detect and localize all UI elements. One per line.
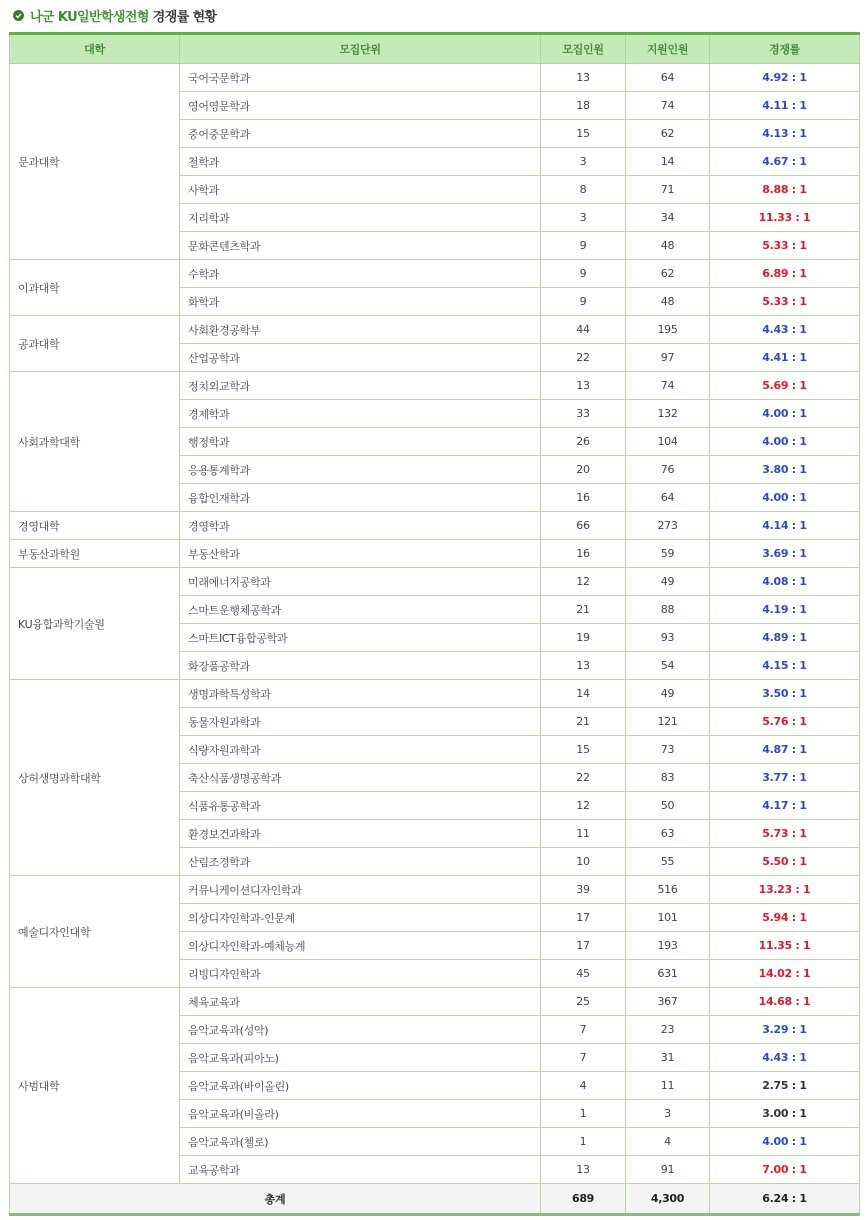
quota-cell: 1 — [541, 1100, 626, 1128]
quota-cell: 22 — [541, 344, 626, 372]
unit-cell: 음악교육과(첼로) — [180, 1128, 541, 1156]
unit-cell: 스마트운행체공학과 — [180, 596, 541, 624]
applicants-cell: 48 — [626, 232, 710, 260]
applicants-cell: 54 — [626, 652, 710, 680]
table-row — [10, 512, 860, 540]
total-rate: 6.24 : 1 — [710, 1184, 860, 1215]
unit-cell: 사회환경공학부 — [180, 316, 541, 344]
applicants-cell: 3 — [626, 1100, 710, 1128]
table-row — [10, 988, 860, 1016]
quota-cell: 12 — [541, 568, 626, 596]
unit-cell: 미래에너지공학과 — [180, 568, 541, 596]
rate-cell: 5.33 : 1 — [710, 232, 860, 260]
rate-cell: 4.43 : 1 — [710, 316, 860, 344]
quota-cell: 15 — [541, 736, 626, 764]
applicants-cell: 71 — [626, 176, 710, 204]
quota-cell: 7 — [541, 1044, 626, 1072]
rate-cell: 5.69 : 1 — [710, 372, 860, 400]
quota-cell: 13 — [541, 64, 626, 92]
rate-cell: 5.94 : 1 — [710, 904, 860, 932]
rate-cell: 3.29 : 1 — [710, 1016, 860, 1044]
quota-cell: 7 — [541, 1016, 626, 1044]
rate-cell: 5.73 : 1 — [710, 820, 860, 848]
rate-cell: 5.33 : 1 — [710, 288, 860, 316]
quota-cell: 33 — [541, 400, 626, 428]
quota-cell: 15 — [541, 120, 626, 148]
applicants-cell: 516 — [626, 876, 710, 904]
unit-cell: 화학과 — [180, 288, 541, 316]
applicants-cell: 91 — [626, 1156, 710, 1184]
rate-cell: 4.19 : 1 — [710, 596, 860, 624]
header-rate: 경쟁률 — [710, 34, 860, 64]
quota-cell: 13 — [541, 372, 626, 400]
unit-cell: 문화콘텐츠학과 — [180, 232, 541, 260]
unit-cell: 응용통계학과 — [180, 456, 541, 484]
college-cell: 문과대학 — [10, 64, 180, 260]
rate-cell: 14.02 : 1 — [710, 960, 860, 988]
unit-cell: 체육교육과 — [180, 988, 541, 1016]
applicants-cell: 83 — [626, 764, 710, 792]
quota-cell: 17 — [541, 904, 626, 932]
applicants-cell: 74 — [626, 372, 710, 400]
unit-cell: 리빙디자인학과 — [180, 960, 541, 988]
rate-cell: 8.88 : 1 — [710, 176, 860, 204]
quota-cell: 17 — [541, 932, 626, 960]
unit-cell: 환경보건과학과 — [180, 820, 541, 848]
total-row — [10, 1184, 860, 1215]
unit-cell: 의상디자인학과-인문계 — [180, 904, 541, 932]
applicants-cell: 74 — [626, 92, 710, 120]
unit-cell: 수학과 — [180, 260, 541, 288]
quota-cell: 19 — [541, 624, 626, 652]
applicants-cell: 49 — [626, 680, 710, 708]
quota-cell: 25 — [541, 988, 626, 1016]
unit-cell: 음악교육과(피아노) — [180, 1044, 541, 1072]
quota-cell: 9 — [541, 232, 626, 260]
college-cell: 공과대학 — [10, 316, 180, 372]
unit-cell: 음악교육과(바이올린) — [180, 1072, 541, 1100]
rate-cell: 3.50 : 1 — [710, 680, 860, 708]
rate-cell: 3.80 : 1 — [710, 456, 860, 484]
rate-cell: 4.00 : 1 — [710, 428, 860, 456]
total-quota: 689 — [541, 1184, 626, 1215]
quota-cell: 12 — [541, 792, 626, 820]
quota-cell: 3 — [541, 148, 626, 176]
unit-cell: 산림조경학과 — [180, 848, 541, 876]
unit-cell: 정치외교학과 — [180, 372, 541, 400]
quota-cell: 20 — [541, 456, 626, 484]
unit-cell: 화장품공학과 — [180, 652, 541, 680]
applicants-cell: 50 — [626, 792, 710, 820]
rate-cell: 13.23 : 1 — [710, 876, 860, 904]
applicants-cell: 64 — [626, 484, 710, 512]
applicants-cell: 4 — [626, 1128, 710, 1156]
applicants-cell: 14 — [626, 148, 710, 176]
check-circle-icon — [13, 10, 24, 21]
header-quota: 모집인원 — [541, 34, 626, 64]
unit-cell: 영어영문학과 — [180, 92, 541, 120]
quota-cell: 9 — [541, 260, 626, 288]
applicants-cell: 367 — [626, 988, 710, 1016]
quota-cell: 26 — [541, 428, 626, 456]
college-cell: 부동산과학원 — [10, 540, 180, 568]
quota-cell: 21 — [541, 708, 626, 736]
table-row — [10, 372, 860, 400]
rate-cell: 4.89 : 1 — [710, 624, 860, 652]
rate-cell: 4.67 : 1 — [710, 148, 860, 176]
unit-cell: 교육공학과 — [180, 1156, 541, 1184]
quota-cell: 22 — [541, 764, 626, 792]
quota-cell: 8 — [541, 176, 626, 204]
quota-cell: 66 — [541, 512, 626, 540]
table-row — [10, 64, 860, 92]
title-highlight: 나군 KU일반학생전형 — [30, 9, 149, 25]
rate-cell: 14.68 : 1 — [710, 988, 860, 1016]
rate-cell: 11.33 : 1 — [710, 204, 860, 232]
applicants-cell: 34 — [626, 204, 710, 232]
unit-cell: 융합인재학과 — [180, 484, 541, 512]
rate-cell: 4.41 : 1 — [710, 344, 860, 372]
unit-cell: 식품유통공학과 — [180, 792, 541, 820]
unit-cell: 스마트ICT융합공학과 — [180, 624, 541, 652]
title-rest: 경쟁률 현황 — [152, 9, 217, 25]
applicants-cell: 64 — [626, 64, 710, 92]
unit-cell: 중어중문학과 — [180, 120, 541, 148]
rate-cell: 3.77 : 1 — [710, 764, 860, 792]
unit-cell: 사학과 — [180, 176, 541, 204]
unit-cell: 생명과학특성학과 — [180, 680, 541, 708]
rate-cell: 4.15 : 1 — [710, 652, 860, 680]
unit-cell: 부동산학과 — [180, 540, 541, 568]
total-label: 총계 — [10, 1184, 541, 1215]
rate-cell: 4.08 : 1 — [710, 568, 860, 596]
header-applicants: 지원인원 — [626, 34, 710, 64]
college-cell: 경영대학 — [10, 512, 180, 540]
quota-cell: 10 — [541, 848, 626, 876]
college-cell: 사회과학대학 — [10, 372, 180, 512]
table-row — [10, 260, 860, 288]
unit-cell: 철학과 — [180, 148, 541, 176]
college-cell: 상허생명과학대학 — [10, 680, 180, 876]
applicants-cell: 31 — [626, 1044, 710, 1072]
college-cell: 이과대학 — [10, 260, 180, 316]
unit-cell: 지리학과 — [180, 204, 541, 232]
applicants-cell: 48 — [626, 288, 710, 316]
applicants-cell: 104 — [626, 428, 710, 456]
quota-cell: 18 — [541, 92, 626, 120]
table-row — [10, 876, 860, 904]
rate-cell: 3.69 : 1 — [710, 540, 860, 568]
unit-cell: 경영학과 — [180, 512, 541, 540]
header-unit: 모집단위 — [180, 34, 541, 64]
rate-cell: 4.87 : 1 — [710, 736, 860, 764]
quota-cell: 44 — [541, 316, 626, 344]
college-cell: 예술디자인대학 — [10, 876, 180, 988]
rate-cell: 4.00 : 1 — [710, 400, 860, 428]
rate-cell: 4.92 : 1 — [710, 64, 860, 92]
table-row — [10, 316, 860, 344]
table-row — [10, 568, 860, 596]
applicants-cell: 631 — [626, 960, 710, 988]
applicants-cell: 193 — [626, 932, 710, 960]
applicants-cell: 121 — [626, 708, 710, 736]
quota-cell: 9 — [541, 288, 626, 316]
rate-cell: 4.00 : 1 — [710, 1128, 860, 1156]
applicants-cell: 11 — [626, 1072, 710, 1100]
unit-cell: 음악교육과(성악) — [180, 1016, 541, 1044]
quota-cell: 4 — [541, 1072, 626, 1100]
rate-cell: 4.00 : 1 — [710, 484, 860, 512]
rate-cell: 4.14 : 1 — [710, 512, 860, 540]
quota-cell: 13 — [541, 1156, 626, 1184]
quota-cell: 13 — [541, 652, 626, 680]
unit-cell: 산업공학과 — [180, 344, 541, 372]
competition-rate-table — [9, 32, 860, 1216]
unit-cell: 의상디자인학과-예체능계 — [180, 932, 541, 960]
applicants-cell: 62 — [626, 260, 710, 288]
applicants-cell: 97 — [626, 344, 710, 372]
table-body — [10, 64, 860, 1184]
applicants-cell: 49 — [626, 568, 710, 596]
applicants-cell: 73 — [626, 736, 710, 764]
total-applicants: 4,300 — [626, 1184, 710, 1215]
college-cell: KU융합과학기술원 — [10, 568, 180, 680]
applicants-cell: 59 — [626, 540, 710, 568]
quota-cell: 21 — [541, 596, 626, 624]
header-college: 대학 — [10, 34, 180, 64]
applicants-cell: 63 — [626, 820, 710, 848]
unit-cell: 경제학과 — [180, 400, 541, 428]
unit-cell: 커뮤니케이션디자인학과 — [180, 876, 541, 904]
quota-cell: 45 — [541, 960, 626, 988]
applicants-cell: 76 — [626, 456, 710, 484]
table-row — [10, 540, 860, 568]
unit-cell: 행정학과 — [180, 428, 541, 456]
rate-cell: 2.75 : 1 — [710, 1072, 860, 1100]
table-header-row — [10, 34, 860, 64]
page-title — [13, 5, 217, 25]
applicants-cell: 23 — [626, 1016, 710, 1044]
rate-cell: 4.11 : 1 — [710, 92, 860, 120]
applicants-cell: 101 — [626, 904, 710, 932]
unit-cell: 식량자원과학과 — [180, 736, 541, 764]
rate-cell: 6.89 : 1 — [710, 260, 860, 288]
quota-cell: 16 — [541, 484, 626, 512]
applicants-cell: 132 — [626, 400, 710, 428]
quota-cell: 11 — [541, 820, 626, 848]
rate-cell: 3.00 : 1 — [710, 1100, 860, 1128]
unit-cell: 동물자원과학과 — [180, 708, 541, 736]
applicants-cell: 195 — [626, 316, 710, 344]
rate-cell: 4.43 : 1 — [710, 1044, 860, 1072]
applicants-cell: 62 — [626, 120, 710, 148]
quota-cell: 3 — [541, 204, 626, 232]
quota-cell: 16 — [541, 540, 626, 568]
quota-cell: 14 — [541, 680, 626, 708]
unit-cell: 축산식품생명공학과 — [180, 764, 541, 792]
college-cell: 사범대학 — [10, 988, 180, 1184]
unit-cell: 음악교육과(비올라) — [180, 1100, 541, 1128]
rate-cell: 5.76 : 1 — [710, 708, 860, 736]
rate-cell: 4.17 : 1 — [710, 792, 860, 820]
quota-cell: 1 — [541, 1128, 626, 1156]
table-row — [10, 680, 860, 708]
applicants-cell: 88 — [626, 596, 710, 624]
rate-cell: 5.50 : 1 — [710, 848, 860, 876]
rate-cell: 11.35 : 1 — [710, 932, 860, 960]
rate-cell: 7.00 : 1 — [710, 1156, 860, 1184]
unit-cell: 국어국문학과 — [180, 64, 541, 92]
applicants-cell: 93 — [626, 624, 710, 652]
applicants-cell: 55 — [626, 848, 710, 876]
quota-cell: 39 — [541, 876, 626, 904]
rate-cell: 4.13 : 1 — [710, 120, 860, 148]
applicants-cell: 273 — [626, 512, 710, 540]
